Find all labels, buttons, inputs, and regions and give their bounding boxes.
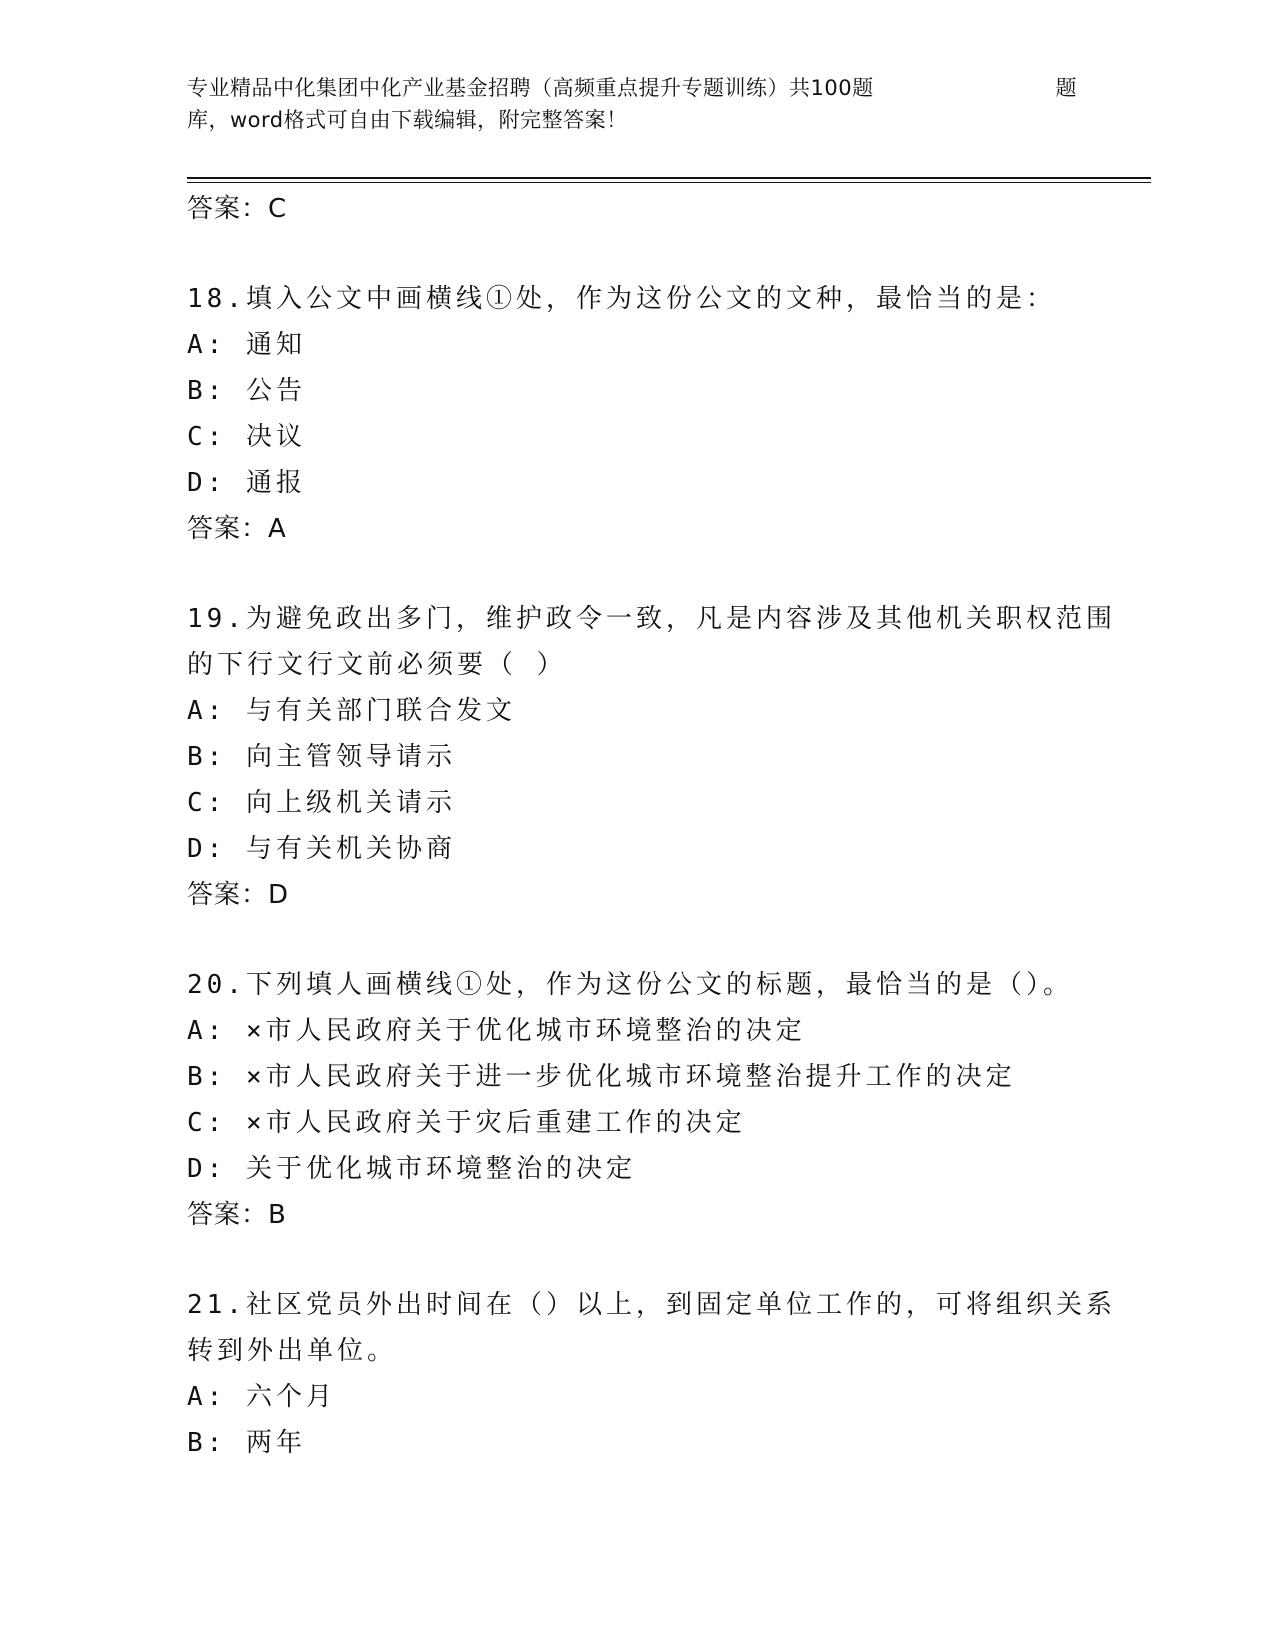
header-divider-thin (187, 182, 1151, 183)
question-stem: 21.社区党员外出时间在（）以上，到固定单位工作的，可将组织关系 (187, 1290, 1116, 1320)
option-d: D: 关于优化城市环境整治的决定 (187, 1154, 636, 1184)
option-d: D: 通报 (187, 468, 306, 498)
spacer (187, 918, 1087, 962)
page-header (187, 72, 1077, 136)
previous-answer: 答案：C (187, 194, 288, 224)
header-divider-thick (187, 177, 1151, 179)
question-stem: 18.填入公文中画横线①处，作为这份公文的文种，最恰当的是： (187, 284, 1056, 314)
option-a: A: 与有关部门联合发文 (187, 696, 516, 726)
header-title: 专业精品中化集团中化产业基金招聘（高频重点提升专题训练）共100题 (187, 76, 874, 100)
spacer (187, 1238, 1087, 1282)
header-line-1 (187, 72, 1077, 104)
option-c: C: 决议 (187, 422, 306, 452)
question-stem: 19.为避免政出多门，维护政令一致，凡是内容涉及其他机关职权范围 (187, 604, 1116, 634)
spacer (187, 552, 1087, 596)
question-20 (187, 962, 1087, 1238)
option-a: A: ×市人民政府关于优化城市环境整治的决定 (187, 1016, 806, 1046)
option-b: B: ×市人民政府关于进一步优化城市环境整治提升工作的决定 (187, 1062, 1016, 1092)
answer: 答案：B (187, 1200, 287, 1230)
question-stem-continued: 转到外出单位。 (187, 1336, 398, 1366)
option-d: D: 与有关机关协商 (187, 834, 456, 864)
option-a: A: 六个月 (187, 1382, 336, 1412)
option-b: B: 两年 (187, 1428, 306, 1458)
question-stem-continued: 的下行文行文前必须要（ ） (187, 650, 567, 680)
answer: 答案：A (187, 514, 287, 544)
spacer (187, 232, 1087, 276)
question-18 (187, 276, 1087, 552)
question-19 (187, 596, 1116, 918)
header-line-2: 库，word格式可自由下载编辑，附完整答案！ (187, 108, 628, 132)
option-b: B: 公告 (187, 376, 306, 406)
option-a: A: 通知 (187, 330, 306, 360)
question-stem: 20.下列填人画横线①处，作为这份公文的标题，最恰当的是（）。 (187, 970, 1073, 1000)
option-b: B: 向主管领导请示 (187, 742, 456, 772)
answer: 答案：D (187, 880, 290, 910)
header-title-tail: 题 (1055, 76, 1077, 100)
question-21 (187, 1282, 1116, 1466)
question-content (187, 186, 1116, 1466)
option-c: C: 向上级机关请示 (187, 788, 456, 818)
option-c: C: ×市人民政府关于灾后重建工作的决定 (187, 1108, 746, 1138)
